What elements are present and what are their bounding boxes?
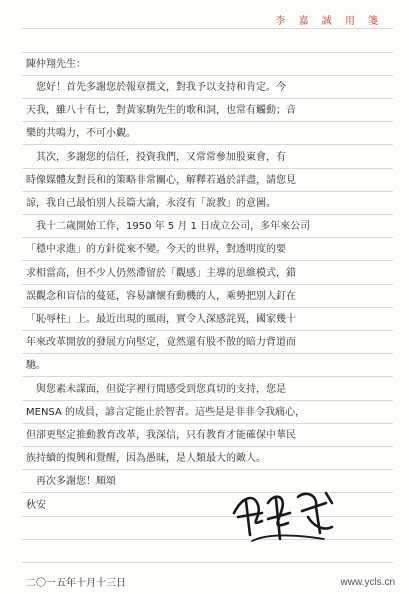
paragraph-line: 我十二歲開始工作，1950 年 5 月 1 日成立公司，多年來公司 — [26, 221, 311, 232]
divider — [22, 144, 393, 145]
paragraph-line: 與您素未謀面，但從字裡行間感受到您真切的支持，您是 — [26, 384, 286, 395]
divider — [22, 400, 393, 401]
paragraph-line: 您好！首先多謝您於報章撰文，對我予以支持和肯定。今 — [26, 82, 286, 93]
paragraph-line: 「恥辱柱」上。最近出現的風雨，實令人深感詫異，國家幾十 — [26, 314, 296, 325]
date: 二〇一五年十月十三日 — [26, 578, 126, 589]
divider — [22, 52, 393, 53]
paragraph-line: 但卻更堅定推動教育改革，我深信，只有教育才能確保中華民 — [26, 430, 296, 441]
divider — [22, 284, 393, 285]
divider — [22, 353, 393, 354]
divider — [22, 469, 393, 470]
paragraph-line: 誤觀念和盲信的蔓延，容易讓懷有動機的人，乘勢把別人釘在 — [26, 291, 296, 302]
paragraph-line: 求相當高，但不少人仍然滯留於「觀感」主導的思維模式，錯 — [26, 268, 296, 279]
divider — [22, 237, 393, 238]
paragraph-line: 其次，多謝您的信任，投資我們，又常常參加股東會，有 — [26, 152, 286, 163]
paragraph-line: 時像媒體友對長和的策略非常關心，解釋若過於詳盡，請您見 — [26, 175, 296, 186]
divider — [22, 446, 393, 447]
paragraph-line: 族持續的復興和覺醒，因為愚昧，是人類最大的敵人。 — [26, 453, 266, 464]
divider — [22, 168, 393, 169]
paragraph-line: 馳。 — [26, 360, 46, 371]
divider — [22, 121, 393, 122]
divider — [22, 75, 393, 76]
paragraph-line: 諒，我自己最怕別人長篇大論，永沒有「說教」的意圖。 — [26, 198, 276, 209]
paragraph-line: 樂的共鳴力，不可小覷。 — [26, 128, 136, 139]
divider — [22, 98, 393, 99]
divider — [22, 330, 393, 331]
signature — [228, 483, 348, 553]
paragraph-line: 年來改革開放的發展方向堅定，竟然還有股不散的暗力背道而 — [26, 337, 296, 348]
divider — [22, 28, 393, 29]
paragraph-line: 「穩中求進」的方針從來不變。今天的世界，對透明度的要 — [26, 244, 286, 255]
divider — [22, 307, 393, 308]
paragraph-line: MENSA 的成員，諺言定能止於智者。這些是是非非令我痛心， — [26, 407, 305, 418]
closing: 秋安 — [26, 500, 46, 511]
letterhead: 李 嘉 誠 用 箋 — [275, 16, 383, 27]
salutation: 陳仲翔先生： — [26, 59, 86, 70]
watermark: www.ycls.cn — [340, 577, 395, 588]
divider — [22, 260, 393, 261]
divider — [22, 214, 393, 215]
paragraph-line: 天我，雖八十有七，對黃家駒先生的歌和詞，也常有觸動；音 — [26, 105, 296, 116]
divider — [22, 562, 393, 563]
divider — [22, 376, 393, 377]
divider — [22, 191, 393, 192]
divider — [22, 423, 393, 424]
paragraph-line: 再次多謝您！順頌 — [26, 476, 116, 487]
